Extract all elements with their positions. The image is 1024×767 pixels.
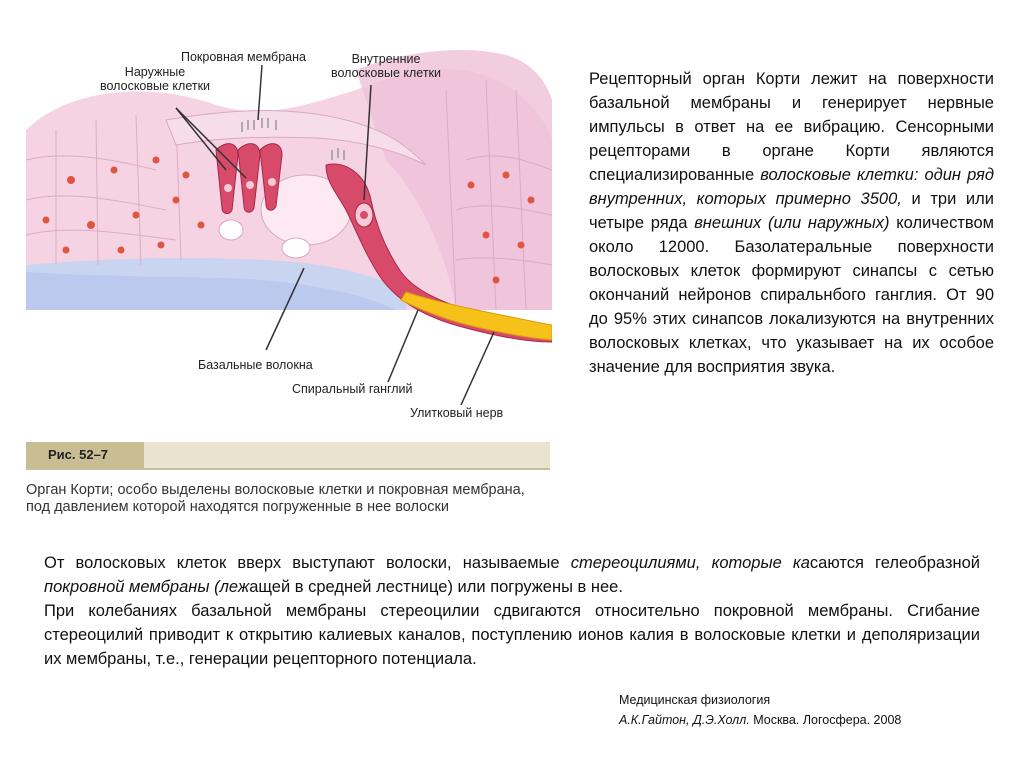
label-spiral-ganglion: Спиральный ганглий — [292, 382, 413, 396]
figure-caption: Орган Корти; особо выделены волосковые клетки и покровная мембрана, под давлением которой находятся погруженные в нее волоски — [26, 482, 525, 515]
description-paragraph: Рецепторный орган Корти лежит на поверхности базальной мембраны и генерирует нервные импульсы в ответ на ее вибрацию. Сенсорными рецепторами в органе Корти являются специализированные волосковые клетки: один ряд внутренних, которых примерно 3500, и три или четыре ряда внешних (или наружных) количеством около 12000. Базолатеральные поверхности волосковых клеток формируют синапсы с сетью окончаний нейронов спиральнбого ганглия. От 90 до 95% этих синапсов локализуются на внутренних волосковых клетках, что указывает на их особое значение для восприятия звука. — [589, 70, 994, 376]
label-basilar-fibers: Базальные волокна — [198, 358, 313, 372]
depolarization-paragraph: При колебаниях базальной мембраны стереоцилии сдвигаются относительно покровной мембраны. Сгибание стереоцилий приводит к открытию калиевых каналов, поступлению ионов калия в волосковые клетки и деполяризации их мембраны, т.е., генерации рецепторного потенциала. — [44, 602, 980, 668]
stereocilia-paragraph: От волосковых клеток вверх выступают волоски, называемые стереоцилиями, которые касаются гелеобразной покровной мембраны (лежащей в средней лестнице) или погружены в нее. — [44, 554, 980, 596]
organ-of-corti-figure — [26, 10, 552, 470]
source-citation: Медицинская физиология А.К.Гайтон, Д.Э.Холл. Москва. Логосфера. 2008 — [619, 693, 902, 727]
label-inner-hair-cells: Внутренние волосковые клетки — [330, 52, 442, 80]
stereocilia-text — [44, 551, 980, 671]
label-cochlear-nerve: Улитковый нерв — [410, 406, 504, 420]
label-outer-hair-cells: Наружные волосковые клетки — [100, 65, 211, 93]
figure-number: Рис. 52–7 — [26, 442, 144, 468]
label-tectorial-membrane: Покровная мембрана — [181, 50, 306, 64]
